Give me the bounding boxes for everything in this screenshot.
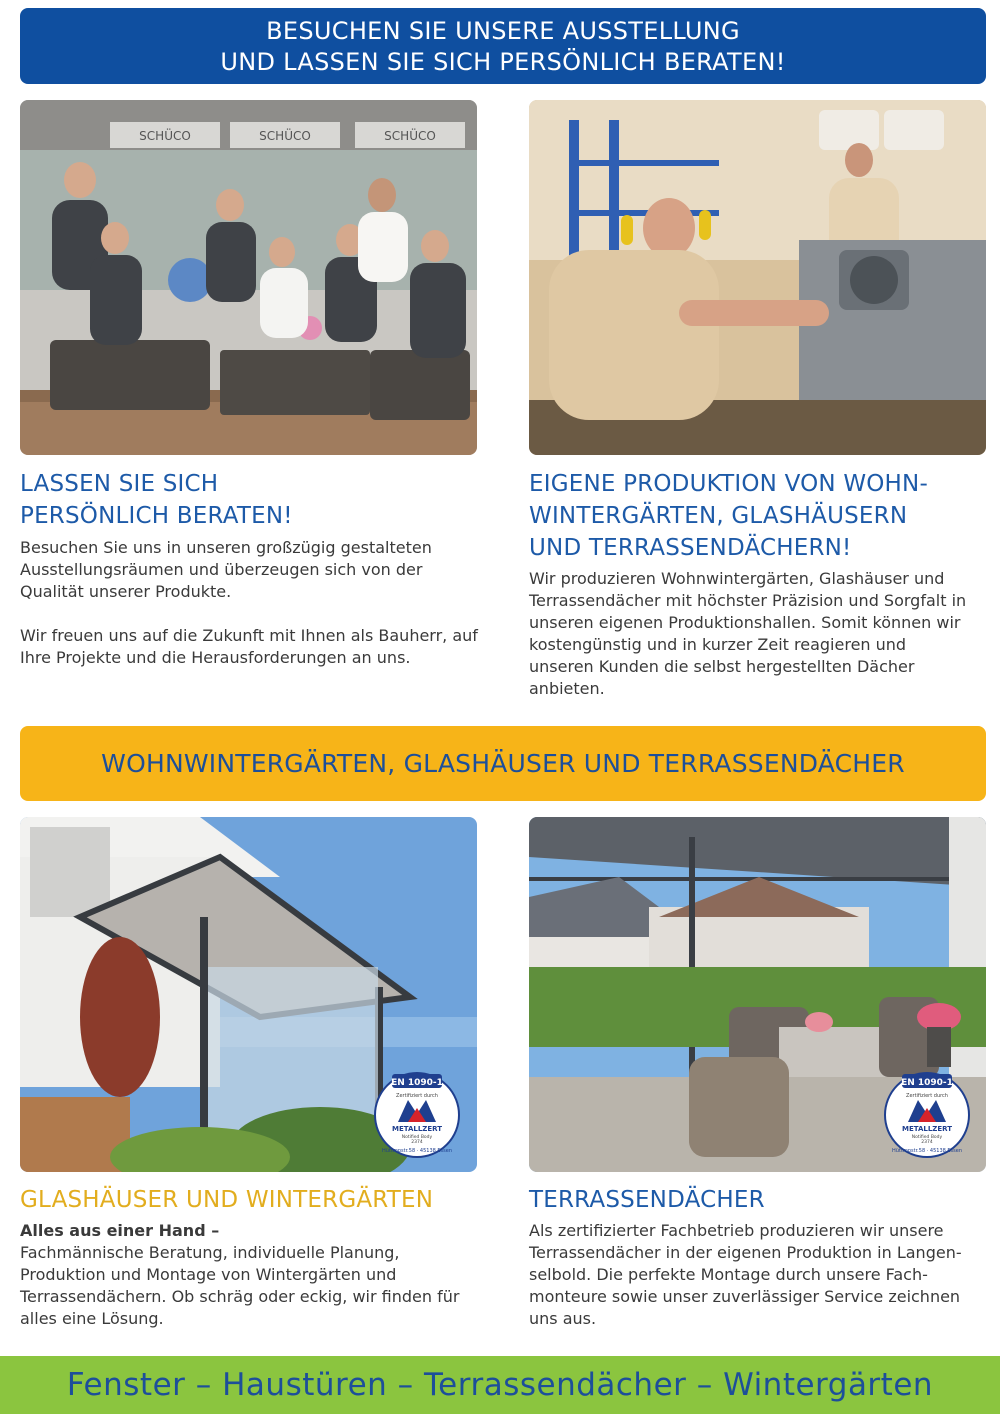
glas-heading: GLASHÄUSER UND WINTERGÄRTEN <box>20 1187 434 1213</box>
top-banner-line2: UND LASSEN SIE SICH PERSÖNLICH BERATEN! <box>220 48 786 76</box>
produktion-heading-line3: UND TERRASSENDÄCHERN! <box>529 535 852 561</box>
cert-notified: Notified Body <box>911 1135 943 1140</box>
produktion-heading <box>529 468 989 564</box>
beraten-paragraph-2: Wir freuen uns auf die Zukunft mit Ihnen als Bauherr, auf Ihre Projekte und die Herausforderungen an uns. <box>20 626 478 667</box>
middle-banner: WOHNWINTERGÄRTEN, GLASHÄUSER UND TERRASSENDÄCHER <box>20 726 986 801</box>
top-banner <box>20 8 986 84</box>
produktion-heading-line1: EIGENE PRODUKTION VON WOHN- <box>529 471 928 497</box>
cert-norm: EN 1090-1 <box>901 1078 953 1088</box>
top-banner-line1: BESUCHEN SIE UNSERE AUSSTELLUNG <box>266 17 740 45</box>
produktion-text <box>529 568 969 700</box>
cert-number: 2374 <box>411 1140 423 1145</box>
beraten-paragraph-1: Besuchen Sie uns in unseren großzügig gestalteten Ausstellungsräumen und überzeugen sich von der Qualität unserer Produkte. <box>20 538 432 601</box>
beraten-heading-line2: PERSÖNLICH BERATEN! <box>20 503 293 529</box>
terrasse-paragraph: Als zertifizierter Fachbetrieb produzieren wir unsere Terrassendächer in der eigenen Produktion in Langen-selbold. Die perfekte Montage durch unsere Fach-monteure sowie unser zuverlässiger Service zeichnen uns aus. <box>529 1221 962 1328</box>
showroom-sign-3: SCHÜCO <box>384 129 436 143</box>
cert-norm: EN 1090-1 <box>391 1078 443 1088</box>
cert-address: Hüttropstr.58 · 45138 Essen <box>381 1148 453 1154</box>
cert-number: 2374 <box>921 1140 933 1145</box>
production-photo <box>529 100 986 455</box>
cert-name: METALLZERT <box>901 1125 953 1133</box>
en1090-certificate-seal <box>374 1072 460 1158</box>
cert-address: Hüttropstr.58 · 45138 Essen <box>891 1148 963 1154</box>
bottom-banner: Fenster – Haustüren – Terrassendächer – Wintergärten <box>0 1356 1000 1414</box>
terrasse-heading: TERRASSENDÄCHER <box>529 1187 765 1213</box>
beraten-heading <box>20 468 480 532</box>
glas-text <box>20 1220 460 1330</box>
produktion-paragraph: Wir produzieren Wohnwintergärten, Glashäuser und Terrassendächer mit höchster Präzision und Sorgfalt in unseren eigenen Produktionshallen. Somit können wir kostengünstig und in kurzer Zeit reagieren und unseren Kunden die selbst hergestellten Dächer anbieten. <box>529 569 967 698</box>
cert-certified-by: Zertifiziert durch <box>396 1093 438 1099</box>
cert-certified-by: Zertifiziert durch <box>906 1093 948 1099</box>
produktion-heading-line2: WINTERGÄRTEN, GLASHÄUSERN <box>529 503 908 529</box>
beraten-heading-line1: LASSEN SIE SICH <box>20 471 219 497</box>
showroom-sign-1: SCHÜCO <box>139 129 191 143</box>
showroom-sign-2: SCHÜCO <box>259 129 311 143</box>
cert-name: METALLZERT <box>391 1125 443 1133</box>
en1090-certificate-seal <box>884 1072 970 1158</box>
terrasse-text <box>529 1220 969 1330</box>
beraten-text <box>20 537 480 669</box>
team-photo <box>20 100 477 455</box>
cert-notified: Notified Body <box>401 1135 433 1140</box>
glas-paragraph: Fachmännische Beratung, individuelle Planung, Produktion und Montage von Wintergärten und Terrassendächern. Ob schräg oder eckig, wir finden für alles eine Lösung. <box>20 1243 460 1328</box>
glas-lead: Alles aus einer Hand – <box>20 1221 220 1240</box>
